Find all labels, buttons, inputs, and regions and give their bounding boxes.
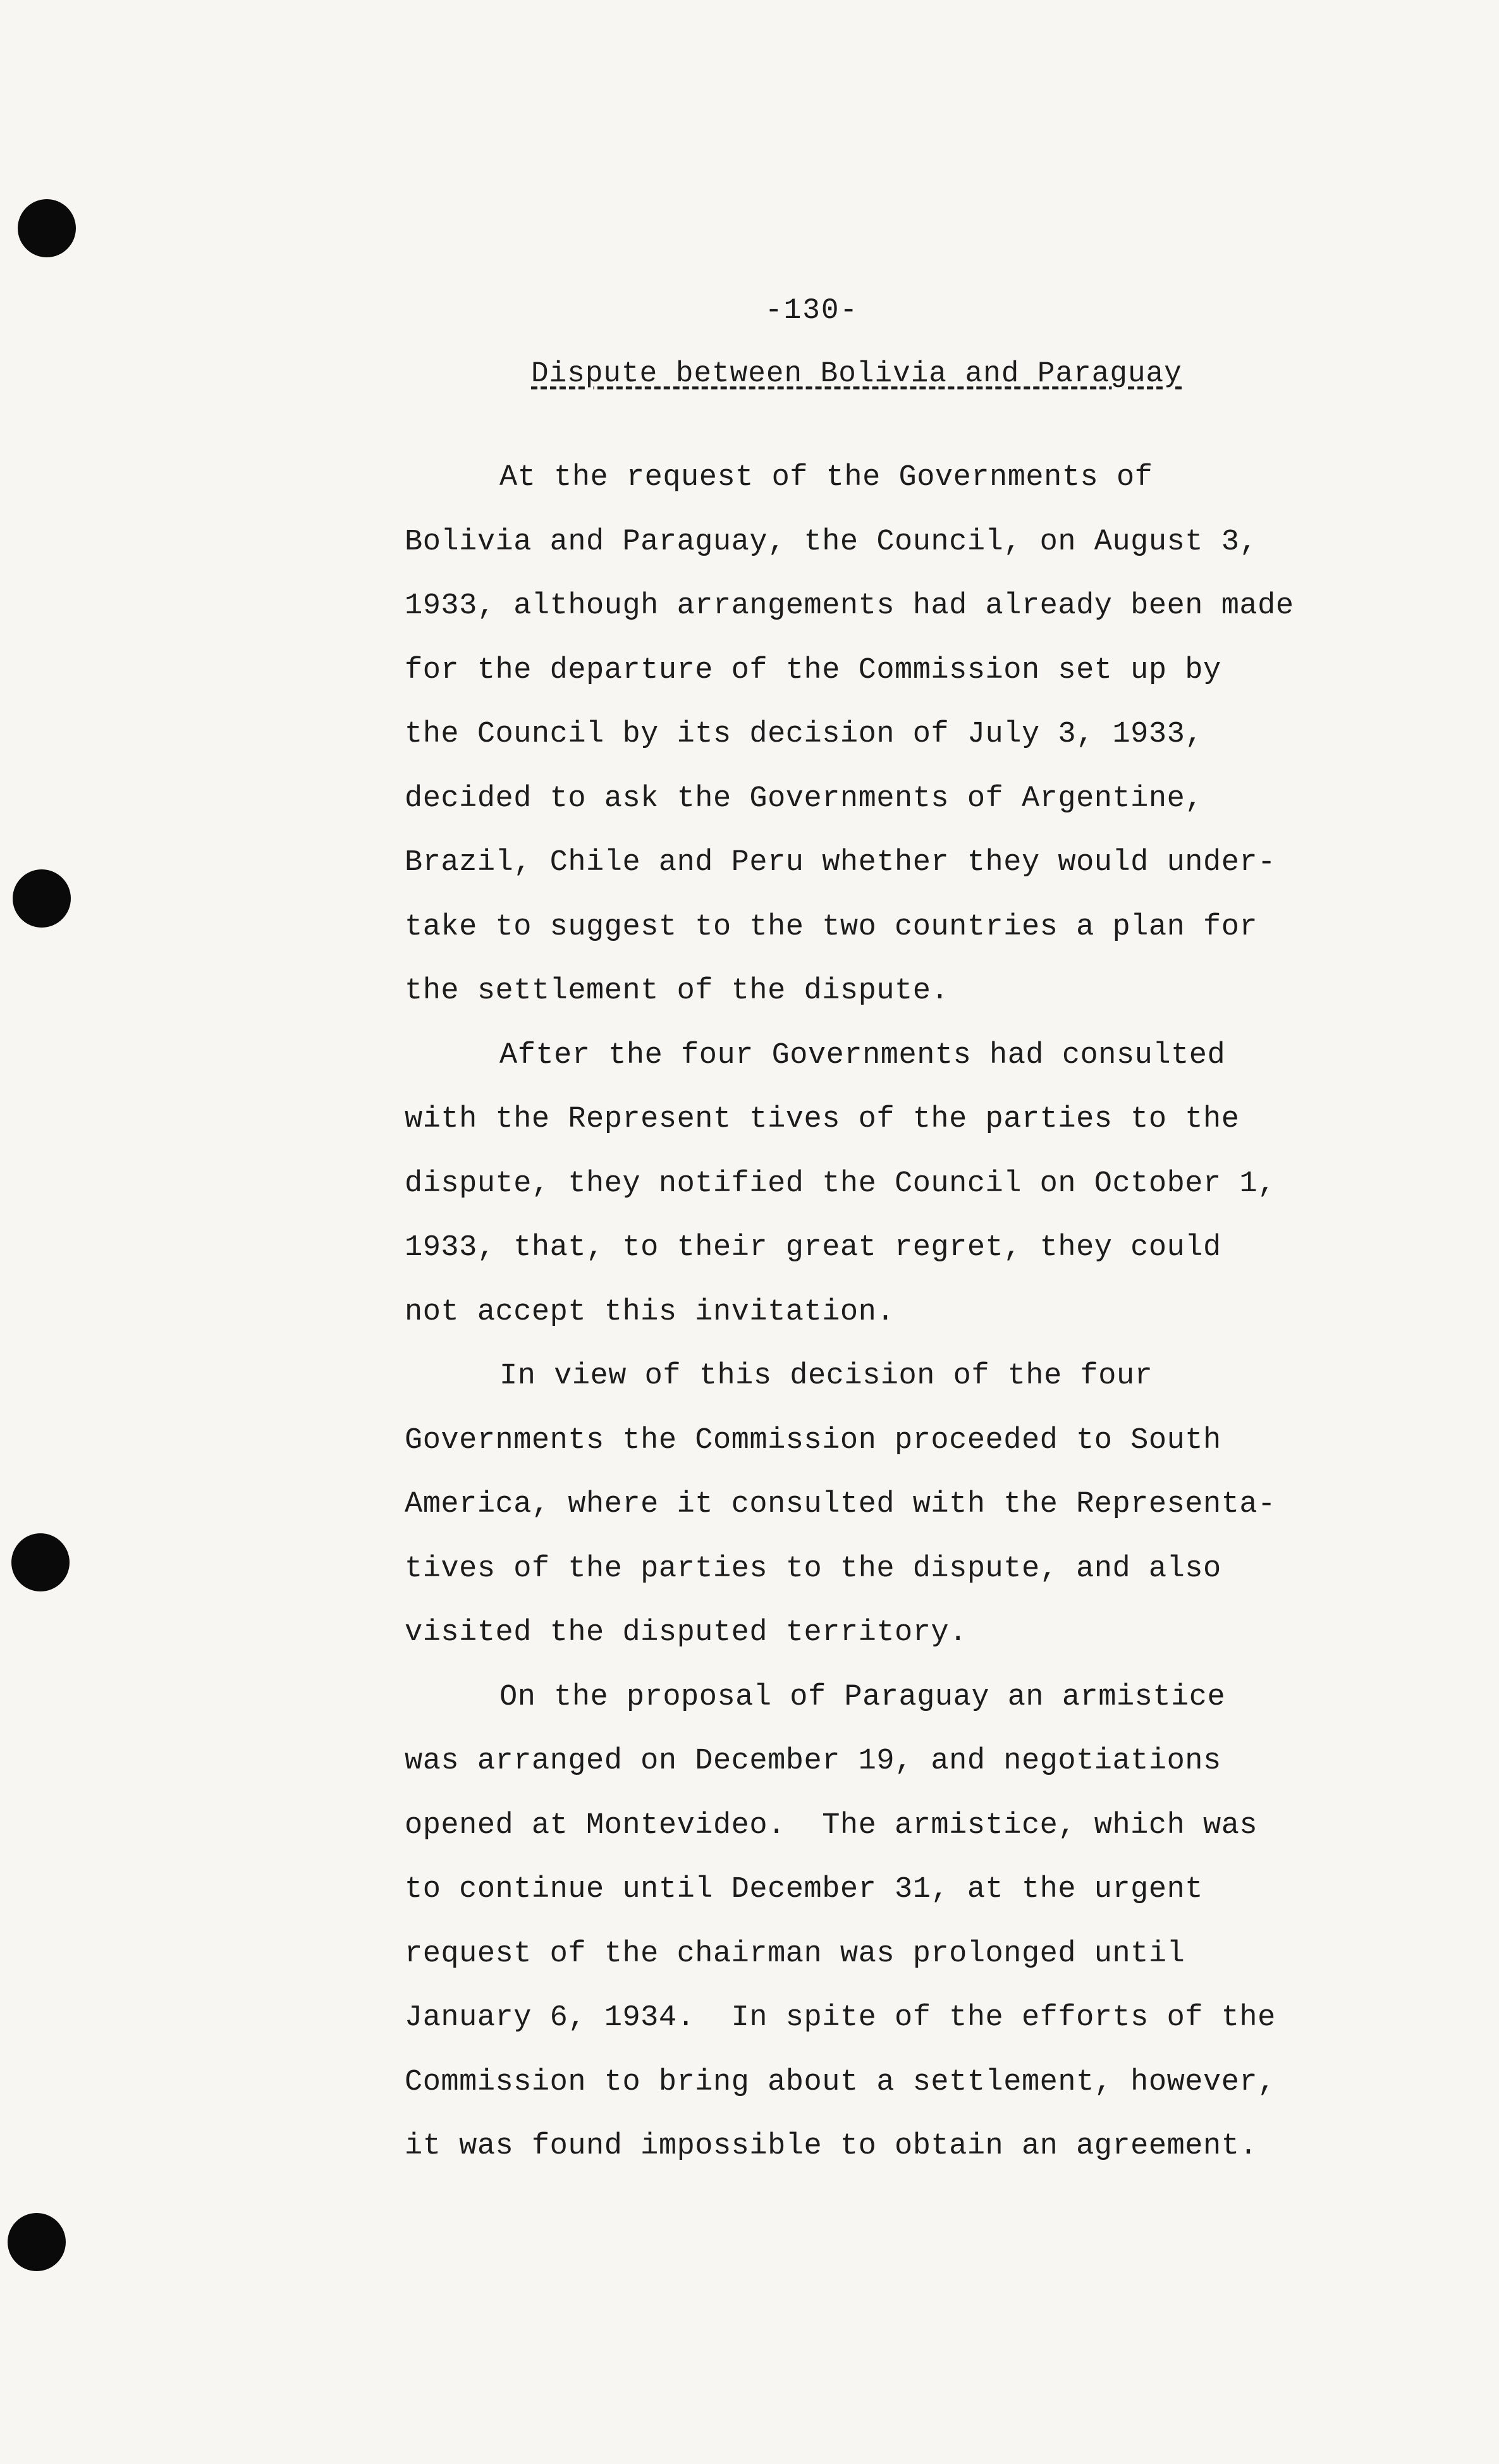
text-line: to continue until December 31, at the urgent <box>405 1873 1204 1906</box>
body-text <box>405 446 1353 2179</box>
text-line: with the Represent tives of the parties to the <box>405 1103 1240 1136</box>
text-line: tives of the parties to the dispute, and also <box>405 1552 1221 1586</box>
text-line: take to suggest to the two countries a plan for <box>405 910 1258 944</box>
text-line: request of the chairman was prolonged until <box>405 1937 1185 1971</box>
text-line: Brazil, Chile and Peru whether they would under- <box>405 846 1276 880</box>
punch-hole <box>18 199 76 257</box>
text-line: 1933, that, to their great regret, they could <box>405 1231 1221 1265</box>
text-line: At the request of the Governments of <box>499 461 1153 494</box>
text-line: Commission to bring about a settlement, however, <box>405 2065 1276 2099</box>
text-line: it was found impossible to obtain an agreement. <box>405 2130 1258 2163</box>
text-line: 1933, although arrangements had already been made <box>405 589 1294 623</box>
text-line: not accept this invitation. <box>405 1295 895 1329</box>
punch-hole <box>13 869 71 928</box>
text-line: visited the disputed territory. <box>405 1616 967 1650</box>
text-line: the settlement of the dispute. <box>405 974 950 1008</box>
text-line: America, where it consulted with the Representa- <box>405 1488 1276 1521</box>
text-line: In view of this decision of the four <box>499 1359 1153 1393</box>
text-line: Bolivia and Paraguay, the Council, on August 3, <box>405 525 1258 559</box>
text-line: the Council by its decision of July 3, 1933, <box>405 718 1204 751</box>
punch-hole <box>8 2213 66 2271</box>
text-line: Governments the Commission proceeded to South <box>405 1423 1221 1457</box>
page-number: -130- <box>765 294 859 327</box>
punch-hole <box>11 1533 70 1591</box>
document-title: Dispute between Bolivia and Paraguay <box>531 357 1182 390</box>
text-line: for the departure of the Commission set up by <box>405 653 1221 687</box>
text-line: was arranged on December 19, and negotiations <box>405 1744 1221 1778</box>
text-line: January 6, 1934. In spite of the efforts of the <box>405 2001 1276 2035</box>
text-line: On the proposal of Paraguay an armistice <box>499 1680 1226 1714</box>
text-line: opened at Montevideo. The armistice, which was <box>405 1808 1258 1842</box>
text-line: dispute, they notified the Council on October 1, <box>405 1167 1276 1201</box>
text-line: After the four Governments had consulted <box>499 1038 1226 1072</box>
text-line: decided to ask the Governments of Argentine, <box>405 781 1204 816</box>
